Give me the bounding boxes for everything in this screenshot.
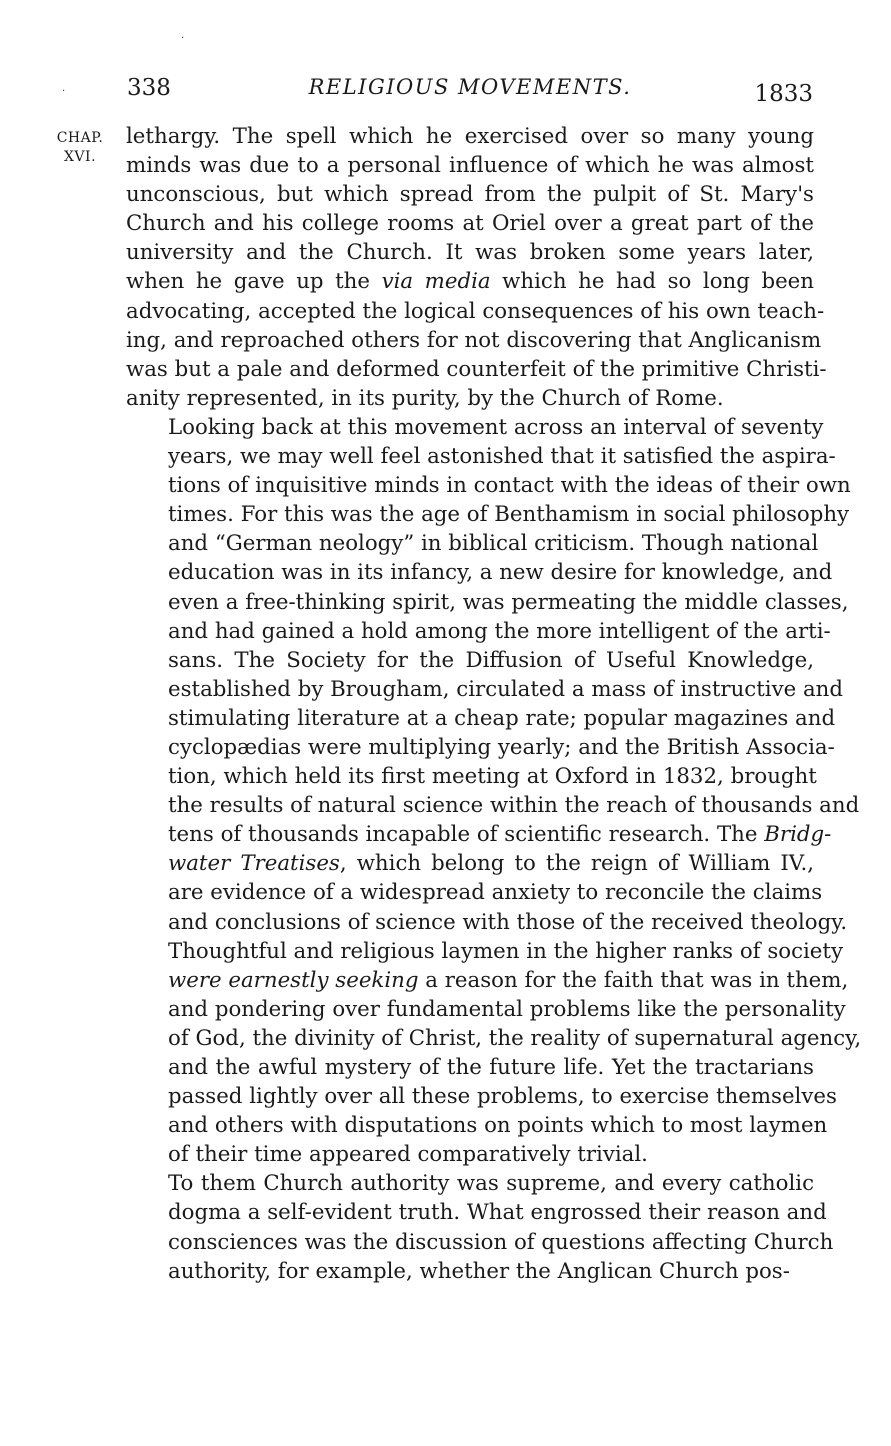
text-line: established by Brougham, circulated a mass of instructive and [168, 676, 844, 702]
text-line: years, we may well feel astonished that it satisfied the aspira- [168, 444, 836, 470]
text-line: and “German neology” in biblical criticism. Though national [168, 531, 819, 557]
text-line: the results of natural science within the reach of thousands and [168, 793, 860, 819]
text-line: lethargy. The spell which he exercised over so many young [126, 124, 814, 149]
text-line: stimulating literature at a cheap rate; popular magazines and [168, 705, 836, 731]
stray-mark-top: · [181, 33, 185, 44]
text-line: Thoughtful and religious laymen in the higher ranks of society [168, 938, 844, 964]
text-line: and conclusions of science with those of the received theology. [168, 909, 848, 935]
text-line: passed lightly over all these problems, to exercise themselves [168, 1084, 837, 1110]
text-line: tions of inquisitive minds in contact with the ideas of their own [168, 473, 851, 499]
text-line: was but a pale and deformed counterfeit of the primitive Christi- [126, 356, 827, 382]
page-header [125, 75, 815, 111]
chapter-label: CHAP. [56, 130, 104, 146]
text-line: and pondering over fundamental problems like the personality [168, 996, 846, 1022]
italic-phrase: water Treatises [168, 851, 340, 877]
body-text [126, 122, 862, 1286]
paragraph-2 [126, 413, 862, 1169]
text-line: and had gained a hold among the more intelligent of the arti- [168, 618, 831, 644]
chapter-margin-note [40, 129, 120, 167]
text-line: when he gave up the via media which he had so long been [126, 269, 815, 295]
page-number: 338 [127, 75, 171, 101]
text-line: Church and his college rooms at Oriel over a great part of the [126, 211, 814, 237]
text-line: water Treatises, which belong to the reign of William IV., [168, 851, 814, 877]
text-line: tion, which held its first meeting at Oxford in 1832, brought [168, 764, 817, 790]
paragraph-1 [126, 122, 827, 413]
text-line: of their time appeared comparatively trivial. [168, 1142, 648, 1168]
text-line: and others with disputations on points which to most laymen [168, 1113, 828, 1139]
italic-phrase: via media [381, 269, 491, 295]
italic-phrase: were earnestly seeking [168, 967, 419, 993]
text-line: of God, the divinity of Christ, the reality of supernatural agency, [168, 1025, 862, 1051]
italic-phrase: Bridg- [764, 822, 832, 848]
running-title: RELIGIOUS MOVEMENTS. [308, 75, 632, 99]
text-line: ing, and reproached others for not discovering that Anglicanism [126, 327, 822, 353]
text-line: times. For this was the age of Benthamism in social philosophy [168, 502, 850, 528]
text-line: education was in its infancy, a new desire for knowledge, and [168, 560, 833, 586]
text-line: were earnestly seeking a reason for the faith that was in them, [168, 967, 849, 993]
text-line: tens of thousands incapable of scientific research. The Bridg- [168, 822, 832, 848]
text-line: sans. The Society for the Diffusion of Useful Knowledge, [168, 647, 814, 673]
text-line: Looking back at this movement across an interval of seventy [168, 414, 824, 440]
paragraph-3 [126, 1169, 834, 1285]
text-line: consciences was the discussion of questions affecting Church [168, 1229, 834, 1255]
text-line: university and the Church. It was broken some years later, [126, 240, 814, 266]
text-line: and the awful mystery of the future life. Yet the tractarians [168, 1055, 814, 1080]
text-line: minds was due to a personal influence of which he was almost [126, 153, 814, 179]
text-line: even a free-thinking spirit, was permeating the middle classes, [168, 589, 849, 615]
text-line: anity represented, in its purity, by the Church of Rome. [126, 385, 724, 411]
text-line: dogma a self-evident truth. What engrossed their reason and [168, 1200, 827, 1226]
chapter-number: XVI. [63, 149, 97, 165]
stray-mark-left: · [62, 86, 66, 97]
text-line: authority, for example, whether the Anglican Church pos- [168, 1258, 790, 1284]
text-line: are evidence of a widespread anxiety to reconcile the claims [168, 880, 823, 906]
text-line: cyclopædias were multiplying yearly; and the British Associa- [168, 734, 835, 760]
text-line: unconscious, but which spread from the pulpit of St. Mary's [126, 182, 814, 208]
text-line: advocating, accepted the logical consequences of his own teach- [126, 298, 825, 324]
header-year: 1833 [754, 81, 813, 107]
text-line: To them Church authority was supreme, and every catholic [168, 1171, 814, 1197]
